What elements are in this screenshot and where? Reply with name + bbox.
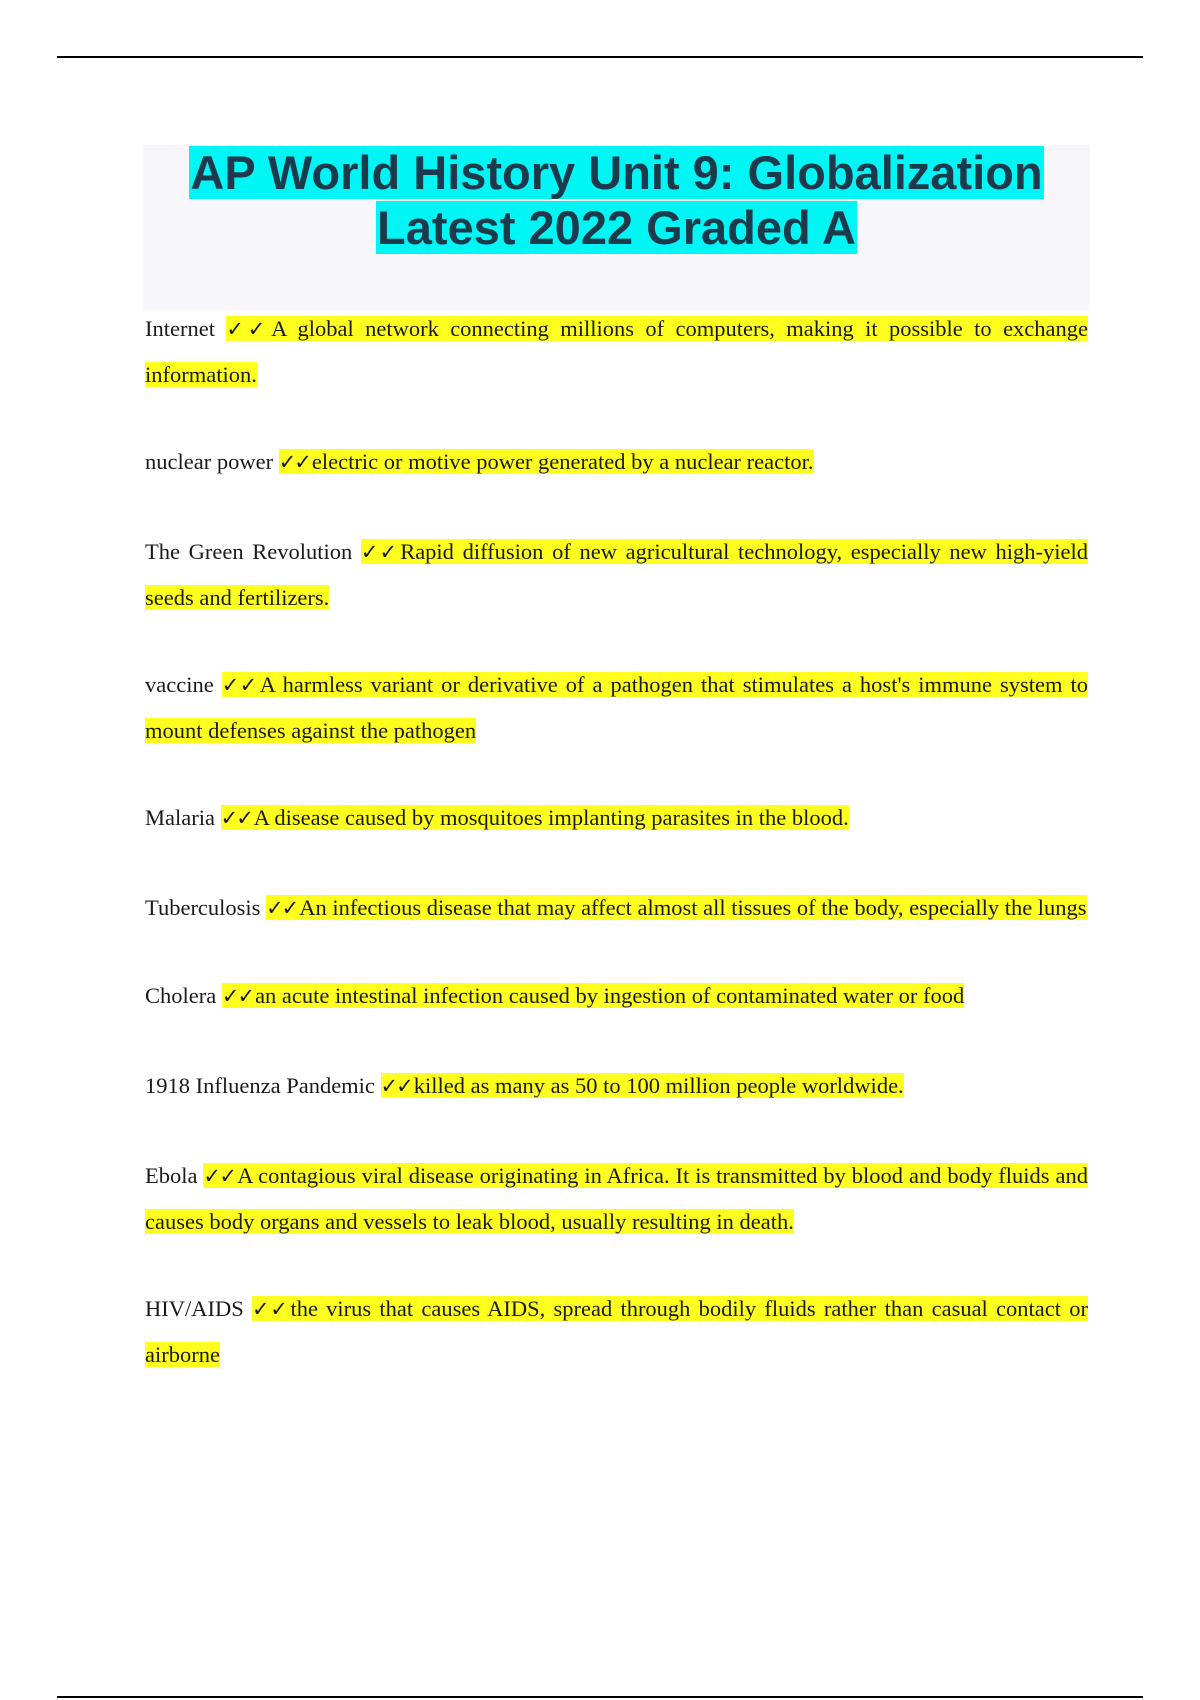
definition-text: A global network connecting millions of computers, making it possible to exchange information. <box>145 316 1089 387</box>
definition-text: A disease caused by mosquitoes implanting parasites in the blood. <box>253 805 849 830</box>
term-definition <box>266 895 1087 920</box>
check-mark-icon: ✓✓ <box>220 806 252 830</box>
term-entry-malaria <box>145 795 1088 841</box>
definition-text: killed as many as 50 to 100 million people worldwide. <box>413 1073 904 1098</box>
definition-text: Rapid diffusion of new agricultural technology, especially new high-yield seeds and fertilizers. <box>145 539 1089 610</box>
term-label: Ebola <box>145 1163 198 1188</box>
term-entry-hiv-aids <box>145 1286 1088 1377</box>
top-rule <box>57 56 1143 58</box>
term-entry-ebola <box>145 1153 1088 1244</box>
term-definition <box>145 1163 1088 1234</box>
title-line-1: AP World History Unit 9: Globalization <box>190 146 1043 199</box>
term-label: The Green Revolution <box>145 539 353 564</box>
term-definition <box>145 316 1088 387</box>
term-label: Internet <box>145 316 215 341</box>
check-mark-icon: ✓✓ <box>226 317 270 341</box>
term-label: Tuberculosis <box>145 895 261 920</box>
term-definition <box>279 449 814 474</box>
term-entry-internet <box>145 306 1088 397</box>
check-mark-icon: ✓✓ <box>360 540 399 564</box>
definition-text: an acute intestinal infection caused by ingestion of contaminated water or food <box>255 983 965 1008</box>
term-definition <box>221 805 849 830</box>
term-list <box>145 306 1088 1377</box>
term-label: HIV/AIDS <box>145 1296 244 1321</box>
definition-text: electric or motive power generated by a nuclear reactor. <box>311 449 814 474</box>
check-mark-icon: ✓✓ <box>266 896 298 920</box>
term-entry-vaccine <box>145 662 1088 753</box>
title-line-2: Latest 2022 Graded A <box>377 201 856 254</box>
title-block <box>143 145 1090 310</box>
check-mark-icon: ✓✓ <box>203 1164 236 1188</box>
definition-text: A harmless variant or derivative of a pathogen that stimulates a host's immune system to mount defenses against the pathogen <box>145 672 1088 743</box>
term-label: vaccine <box>145 672 214 697</box>
term-definition <box>145 672 1088 743</box>
term-entry-nuclear-power <box>145 439 1088 485</box>
check-mark-icon: ✓✓ <box>221 673 258 697</box>
term-label: Cholera <box>145 983 217 1008</box>
check-mark-icon: ✓✓ <box>278 450 310 474</box>
term-label: nuclear power <box>145 449 274 474</box>
definition-text: An infectious disease that may affect almost all tissues of the body, especially the lungs <box>299 895 1087 920</box>
term-entry-cholera <box>145 973 1088 1019</box>
term-entry-green-revolution <box>145 529 1088 620</box>
check-mark-icon: ✓✓ <box>380 1074 412 1098</box>
definition-text: the virus that causes AIDS, spread through bodily fluids rather than casual contact or airborne <box>145 1296 1088 1367</box>
definition-text: A contagious viral disease originating in Africa. It is transmitted by blood and body fluids and causes body organs and vessels to leak blood, usually resulting in death. <box>145 1163 1088 1234</box>
page-title <box>143 145 1090 255</box>
term-definition <box>222 983 964 1008</box>
check-mark-icon: ✓✓ <box>252 1297 289 1321</box>
term-label: Malaria <box>145 805 215 830</box>
term-entry-1918-influenza <box>145 1063 1088 1109</box>
check-mark-icon: ✓✓ <box>221 984 254 1008</box>
bottom-rule <box>57 1696 1143 1698</box>
term-label: 1918 Influenza Pandemic <box>145 1073 375 1098</box>
term-entry-tuberculosis <box>145 885 1088 931</box>
term-definition <box>381 1073 904 1098</box>
term-definition <box>145 1296 1088 1367</box>
